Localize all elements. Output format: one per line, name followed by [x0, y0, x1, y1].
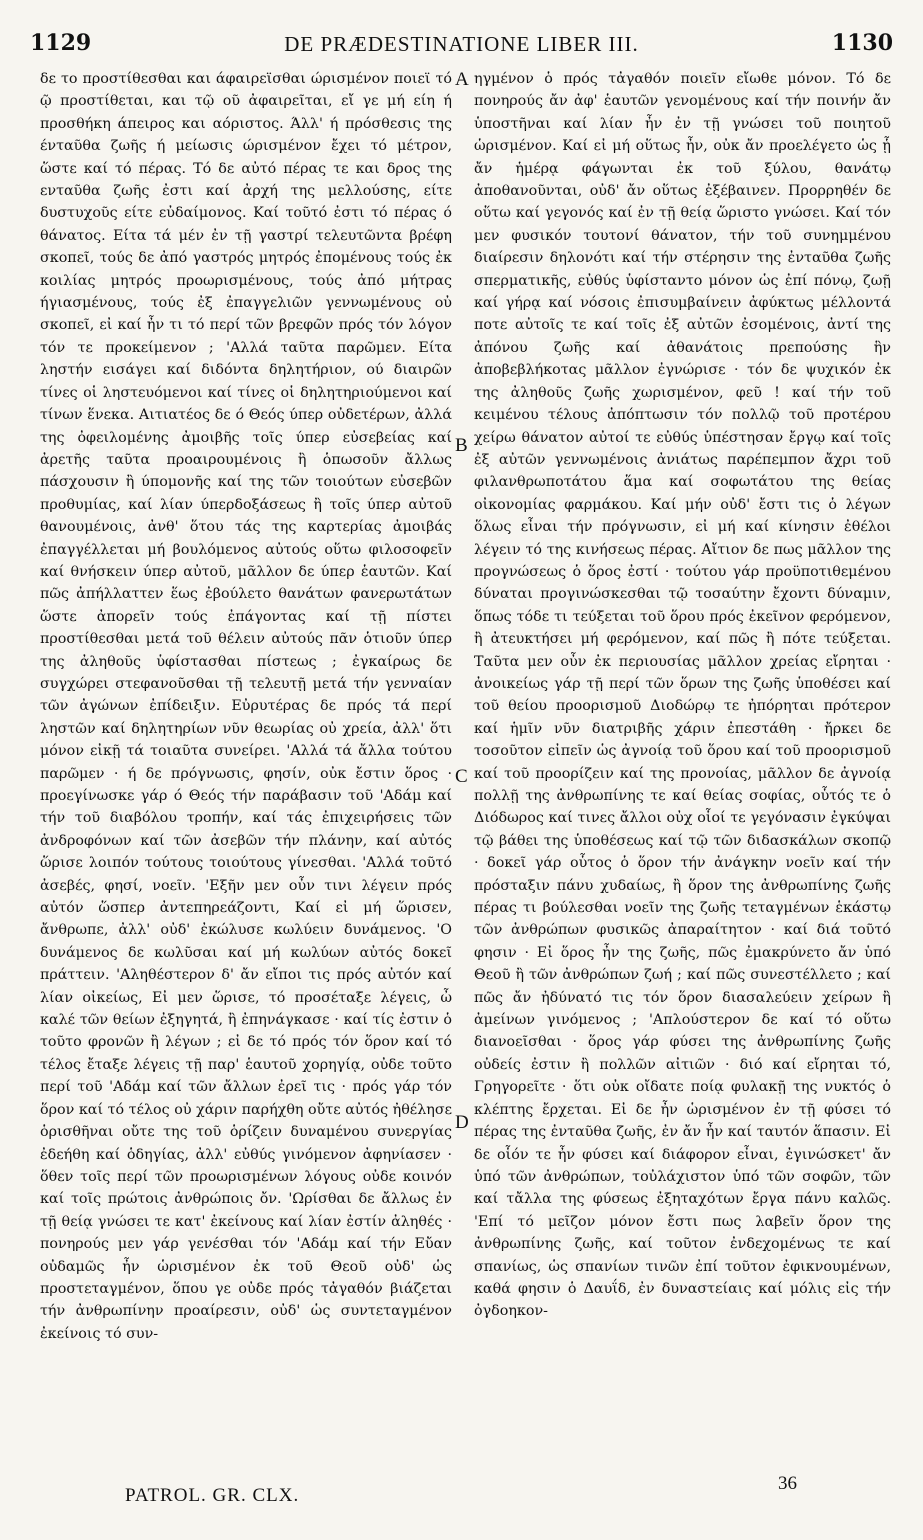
running-title: DE PRÆDESTINATIONE LIBER III. — [284, 32, 639, 56]
right-column-text: ηγμένον ὁ πρός τἀγαθόν ποιεῖν εἴωθε μόνον. Τό δε πονηρούς ἄν ἀφ' ἑαυτῶν γενομένους καί τήν ποινήν ἄν ὑποστῆναι καί λίαν ἦν ἐν τῇ γνώσει τοῦ ποιητοῦ ὡρισμένον. Καί εἰ μή οὕτως ἦν, οὐκ ἄν προελέγετο ὡς ᾗ ἄν ἡμέρᾳ φάγωνται ἐκ τοῦ ξύλου, θανάτῳ ἀποθανοῦνται, οὐδ' ἄν οὕτως ἐξέβαινεν. Προρρηθέν δε οὕτω καί γεγονός καί ἐν τῇ θείᾳ ὥριστο γνώσει. Καί τόν μεν φυσικόν τουτονί θάνατον, τήν τοῦ συνημμένου διαίρεσιν δηλονότι καί τήν στέρησιν της ἐνταῦθα ζωῆς σπερματικῆς, εὐθύς ὑφίσταντο μόνον ὡς ἐπί πόνῳ, ζωῇ καί γήρᾳ καί νόσοις ἐπισυμβαίνειν ἀφύκτως μέλλοντά ποτε αὐτοῖς τε καί τοῖς ἐξ αὐτῶν ἐσομένοις, ἀντί της ἀπόνου ζωῆς καί ἀθανάτοις πρεπούσης ἣν ἀποβεβλήκοτας μᾶλλον ἐγνώρισε · τόν δε ψυχικόν ἐκ της ἀληθοῦς ζωῆς χωρισμένον, φεῦ ! καί τήν τοῦ κειμένου τέλους ἀπόπτωσιν τόν πολλῷ τοῦ προτέρου χείρω θάνατον αὐτοί τε εὐθύς ὑπέστησαν ἔργῳ καί τοῖς ἐξ αὐτῶν γεννωμένοις ἀνιάτως παρέπεμπον ἄχρι τοῦ φιλανθρωποτάτου ἅμα καί σοφωτάτου της θείας οἰκονομίας φαρμάκου. Καί μήν οὐδ' ἔστι τις ὁ λέγων ὅλως εἶναι τήν πρόγνωσιν, εἰ μή καί κίνησιν ἐθέλοι λέγειν τό της κινήσεως πέρας. Αἴτιον δε πως μᾶλλον της προγνώσεως ὁ ὅρος ἐστί · τούτου γάρ προϋποτιθεμένου δύναται προγινώσκεσθαι τῷ τοσαύτην ἔχοντι δύναμιν, ὅπως τόδε τι τεύξεται τοῦ ὅρου πρός ἐκεῖνον φερόμενον, ἢ ἀτευκτήσει μή φερόμενον, καί πῶς ἢ πότε τεύξεται. Ταῦτα μεν οὖν ἐκ περιουσίας μᾶλλον χρείας εἴρηται · ἀνοικείως γάρ τῇ περί τῶν ὅρων της ζωῆς ὑποθέσει καί τοῦ θείου προορισμοῦ Διοδώρῳ τε ἠπόρηται πρότερον καί ἡμῖν νῦν διατριβῆς χάριν ἐπεστάθη · ἤρκει δε τοσοῦτον εἰπεῖν ὡς ἀγνοίᾳ τοῦ ὅρου καί τοῦ προορισμοῦ καί τοῦ προορίζειν καί της προνοίας, μᾶλλον δε ἀγνοίᾳ πολλῇ της ἀνθρωπίνης τε καί θείας σοφίας, οὗτός τε ὁ Διόδωρος καί τινες ἄλλοι οὐχ οἷοί τε γεγόνασιν ἐγκύψαι τῷ βάθει της ὑποθέσεως καί τῷ τῶν διδασκάλων σκοπῷ · δοκεῖ γάρ οὗτος ὁ ὅρον τήν ἀνάγκην νοεῖν καί τήν πρόσταξιν πάνυ χυδαίως, ἢ ὅρον της ἀνθρωπίνης ζωῆς πέρας τι βούλεσθαι νοεῖν της ζωῆς τεταγμένων ἑκάστῳ τῶν ἀνθρώπων φυσικῶς ἀπαραίτητον · καί διά τοῦτό φησιν · Εἰ ὅρος ἦν της ζωῆς, πῶς ἐμακρύνετο ἄν ὑπό Θεοῦ ἢ τῶν ἀνθρώπων ζωή ; καί πῶς συνεστέλλετο ; καί πῶς ἄν ἠδύνατό τις τόν ὅρον διασαλεύειν χείρων ἢ ἀμείνων γινόμενος ; 'Απλούστερον δε καί τό οὕτω διανοεῖσθαι · ὅρος γάρ φύσει της ἀνθρωπίνης ζωῆς οὐδείς ἐστιν ἢ πολλῶν αἰτιῶν · διό καί εἴρηται τό, Γρηγορεῖτε · ὅτι οὐκ οἴδατε ποίᾳ φυλακῇ της νυκτός ὁ κλέπτης ἔρχεται. Εἰ δε ἦν ὡρισμένον ἐν τῇ φύσει τό πέρας της ἐνταῦθα ζωῆς, ἐν ἄν ἦν καί ταυτόν ἅπασιν. Εἰ δε οἷόν τε ἦν φύσει καί διάφορον εἶναι, ἐγινώσκετ' ἄν ὑπό τῶν ἀνθρώπων, τοὐλάχιστον ὑπό τῶν σοφῶν, τῶν καί τἄλλα της φύσεως ἐξηταχότων ἔργα πάνυ καλῶς. 'Επί τό μεῖζον μόνον ἔστι πως λαβεῖν ὅρον της ἀνθρωπίνης ζωῆς, καί τοῦτον ἐνδεχομένως τε καί σπανίως, ὡς σπανίων τινῶν ἐπί τοῦτον ἐφικνουμένων, καθά φησιν ὁ Δαυΐδ, ἐν δυναστείαις καί μόλις εἰς τήν ὀγδοηκον- — [474, 71, 891, 1320]
section-marker-a: A — [455, 69, 469, 90]
section-marker-b: B — [455, 435, 468, 456]
left-column — [40, 68, 452, 1468]
page-header — [30, 30, 893, 70]
page-number-right: 1130 — [831, 30, 893, 56]
right-column — [474, 68, 891, 1468]
section-marker-c: C — [455, 766, 468, 787]
section-marker-d: D — [455, 1112, 469, 1133]
left-column-text: δε το προστίθεσθαι και άφαιρεϊσθαι ώρισμένον ποιεϊ τό ῷ προστίθεται, και τῷ οῦ ἀφαιρεῖται, εἴ γε μή είη ή προσθήκη άπειρος και αόριστος. Άλλ' ή πρόσθεσις της ένταῦθα ζωῆς ή μείωσις ώρισμένον ἔχει τό μέτρον, ὥστε καί τό πέρας. Τό δε αὐτό πέρας τε και δρος της ενταῦθα ζωῆς ἐστι καί ἀρχή της μελλούσης, είτε δυστυχοῦς είτε εὐδαίμονος. Καί τοῦτό ἐστι τό πέρας ό θάνατος. Είτα τά μέν ἐν τῇ γαστρί τελευτῶντα βρέφη σκοπεῖ, τούς δε ἀπό γαστρός μητρός ἐπομένους τούς ἐκ κοιλίας μητρός προωρισμένους, τούς ἀπό μήτρας ήγιασμένους, τούς ἐξ ἐπαγγελιῶν γεννωμένους οὐ σκοπεῖ, εἰ καί ἦν τι τό περί τῶν βρεφῶν πρός τόν λόγον τόν τε προκείμενον ; 'Αλλά ταῦτα παρῶμεν. Είτα ληστήν εισάγει καί διδόντα δηλητήριον, ού διαιρῶν τίνες οἱ ληστευόμενοι καί τίνες οἱ δηλητηριούμενοι καί τίνων ἕνεκα. Αιτιατέος δε ό Θεός ύπερ οὐδετέρων, ἀλλά της ὀφειλομένης ἀμοιβῆς τοῖς ύπερ εὐσεβείας καί ἀρετῆς ταῦτα προαιρουμένοις ἢ ὁπωσοῦν ἄλλως πάσχουσιν ἢ ύπομονῆς καί της τῶν τοιούτων εὐσεβῶν προθυμίας, καί λίαν ύπερδοξάσεως ἢ τοῖς ύπερ αὐτοῦ θανουμένοις, ἀνθ' ὅτου τάς της καρτερίας ἀμοιβάς ἐπαγγέλλεται μή βουλόμενος αὐτούς οὕτω φιλοσοφεῖν καί θνήσκειν ύπερ αὐτοῦ, μᾶλλον δε ύπερ ἑαυτῶν. Καί πῶς ἀπήλλαττεν ἕως ἐβούλετο θανάτων φανερωτάτων ὥστε ἀπορεῖν τούς ἐπάγοντας καί τῇ πίστει προστίθεσθαι μετά τοῦ θέλειν αὐτούς πᾶν ὁτιοῦν ύπερ της ἀληθοῦς ὑφίστασθαι πίστεως ; ἐγκαίρως δε συγχώρει στεφανοῦσθαι τῇ τελευτῇ μετά τήν γενναίαν τῶν ἀγώνων ἐπίδειξιν. Εὐρυτέρας δε πρός τά περί ληστῶν καί δηλητηρίων νῦν θεωρίας οὐ χρεία, ἀλλ' ὅτι μόνον εἰκῇ τά τοιαῦτα συνείρει. 'Αλλά τά ἄλλα τούτου παρῶμεν · ή δε πρόγνωσις, φησίν, οὐκ ἔστιν ὅρος · προεγίνωσκε γάρ ό Θεός τήν παράβασιν τοῦ 'Αδάμ καί τήν τοῦ διαβόλου τροπήν, καί τάς ἐπιχειρήσεις τῶν ἀνδροφόνων καί τῶν ἀσεβῶν τήν πλάνην, καί αὐτός ὥρισε λοιπόν τούτους τοιούτους γίνεσθαι. 'Αλλά τοῦτό ἀσεβές, φησί, νοεῖν. 'Εξῆν μεν οὖν τινι λέγειν πρός αὐτόν ὥσπερ ἀντεπηρεάζοντι, Καί εἰ μή ὥρισεν, ἄνθρωπε, ἀλλ' οὐδ' ἐκώλυσε κωλύειν δυνάμενος. 'Ο δυνάμενος δε κωλῦσαι καί μή κωλύων αὐτός δοκεῖ πράττειν. 'Αληθέστερον δ' ἄν εἴποι τις πρός αὐτόν καί λίαν οἰκείως, Εἰ μεν ὥρισε, τό προσέταξε λέγεις, ὦ καλέ τῶν θείων ἐξηγητά, ἢ ἐπηνάγκασε · καί τίς ἐστιν ὁ τοῦτο φρονῶν ἢ λέγων ; εἰ δε τό πρός τόν ὅρον καί τό τέλος ἔταξε λέγεις τῇ παρ' ἑαυτοῦ χορηγίᾳ, οὐδε τοῦτο περί τοῦ 'Αδάμ καί τῶν ἄλλων ἐρεῖ τις · πρός γάρ τόν ὅρον καί τό τέλος οὐ χάριν παρήχθη οὔτε αὐτός ἠθέλησε ὁρισθῆναι οὔτε της τοῦ ὁρίζειν δυναμένου συνεργίας ἐδεήθη καί ὁδηγίας, ἀλλ' εὐθύς γινόμενον ἀφηνίασεν · ὅθεν τοῖς περί τῶν προωρισμένων λόγους οὐδε κοινόν καί τοῖς πρώτοις ἀνθρώποις ὄν. 'Ωρίσθαι δε ἄλλως ἐν τῇ θείᾳ γνώσει τε κατ' ἐκείνους καί λίαν ἐστίν ἀληθές · πονηρούς μεν γάρ γενέσθαι τόν 'Αδάμ καί τήν Εὔαν οὐδαμῶς ἦν ὡρισμένον ἐκ τοῦ Θεοῦ οὐδ' ὡς προστεταγμένον, ὅπου γε οὐδε πρός τἀγαθόν βιάζεται τήν ἀνθρωπίνην προαίρεσιν, οὐδ' ὡς συντεταγμένον ἐκείνοις τό συν- — [40, 71, 452, 1342]
page-number-left: 1129 — [30, 30, 92, 56]
sheet-number: 36 — [778, 1473, 797, 1494]
signature-mark: PATROL. GR. CLX. — [125, 1485, 300, 1506]
